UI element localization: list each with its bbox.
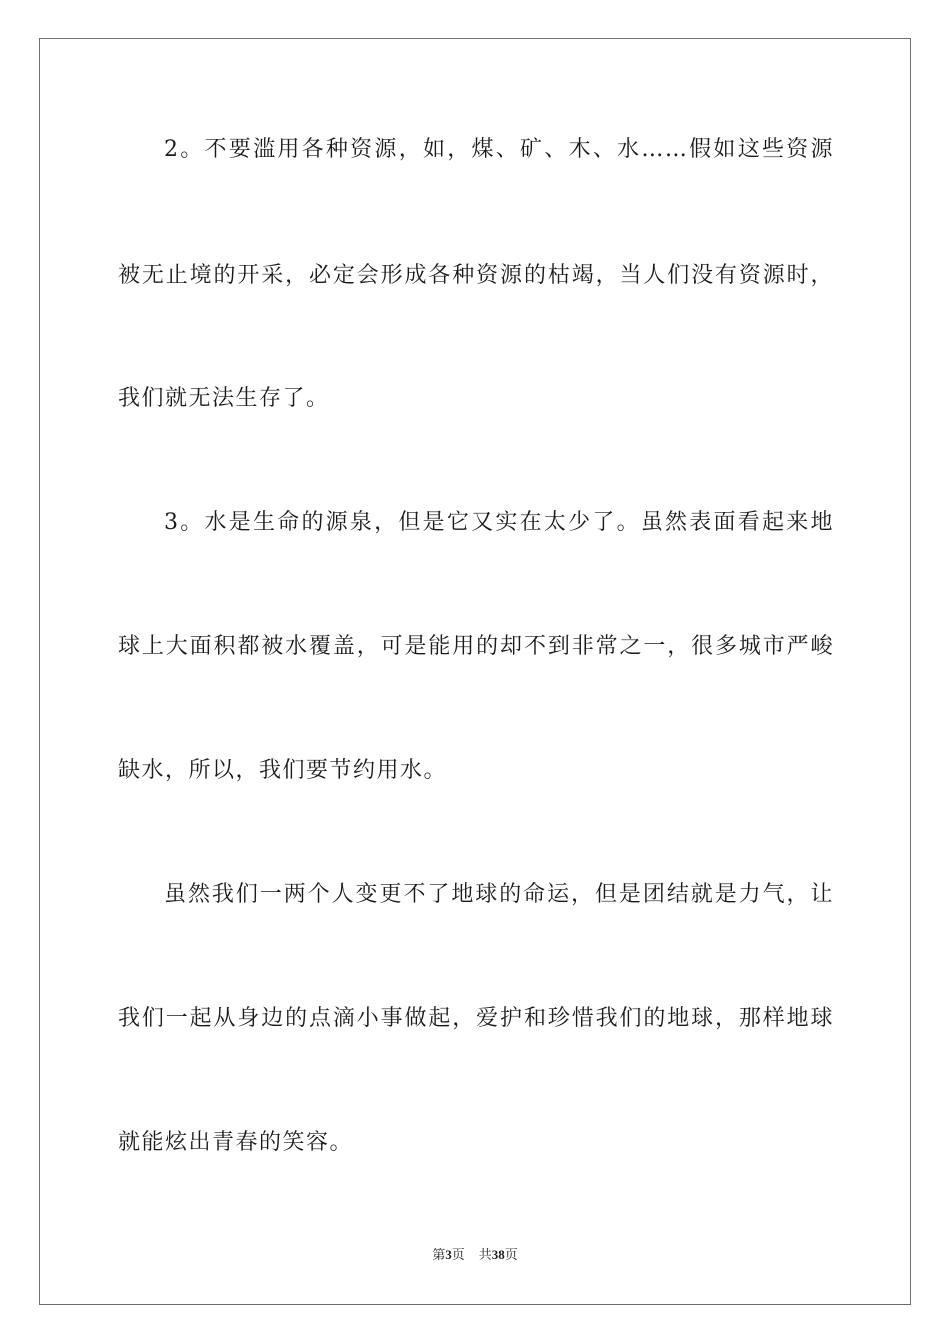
- paragraph-1-line-2: 被无止境的开采，必定会形成各种资源的枯竭，当人们没有资源时，: [118, 263, 834, 288]
- total-pages-number: 38: [491, 1247, 505, 1262]
- footer-total-suffix: 页: [504, 1247, 518, 1262]
- footer-total-prefix: 共: [478, 1247, 492, 1262]
- paragraph-2-line-2: 球上大面积都被水覆盖，可是能用的却不到非常之一，很多城市严峻: [118, 634, 834, 659]
- footer-page-word: 页: [451, 1247, 465, 1262]
- current-page-number: 3: [445, 1247, 452, 1262]
- paragraph-2-line-3: 缺水，所以，我们要节约用水。: [118, 758, 448, 783]
- page-border: [39, 38, 911, 1305]
- page-footer: [0, 1246, 950, 1264]
- paragraph-3-line-2: 我们一起从身边的点滴小事做起，爱护和珍惜我们的地球，那样地球: [118, 1006, 834, 1031]
- paragraph-2-line-1: 3。水是生命的源泉，但是它又实在太少了。虽然表面看起来地: [164, 510, 834, 535]
- paragraph-3-line-3: 就能炫出青春的笑容。: [118, 1130, 354, 1155]
- footer-prefix: 第: [432, 1247, 446, 1262]
- paragraph-1-line-3: 我们就无法生存了。: [118, 386, 330, 411]
- paragraph-3-line-1: 虽然我们一两个人变更不了地球的命运，但是团结就是力气，让: [164, 882, 834, 907]
- paragraph-1-line-1: 2。不要滥用各种资源，如，煤、矿、木、水……假如这些资源: [164, 137, 834, 162]
